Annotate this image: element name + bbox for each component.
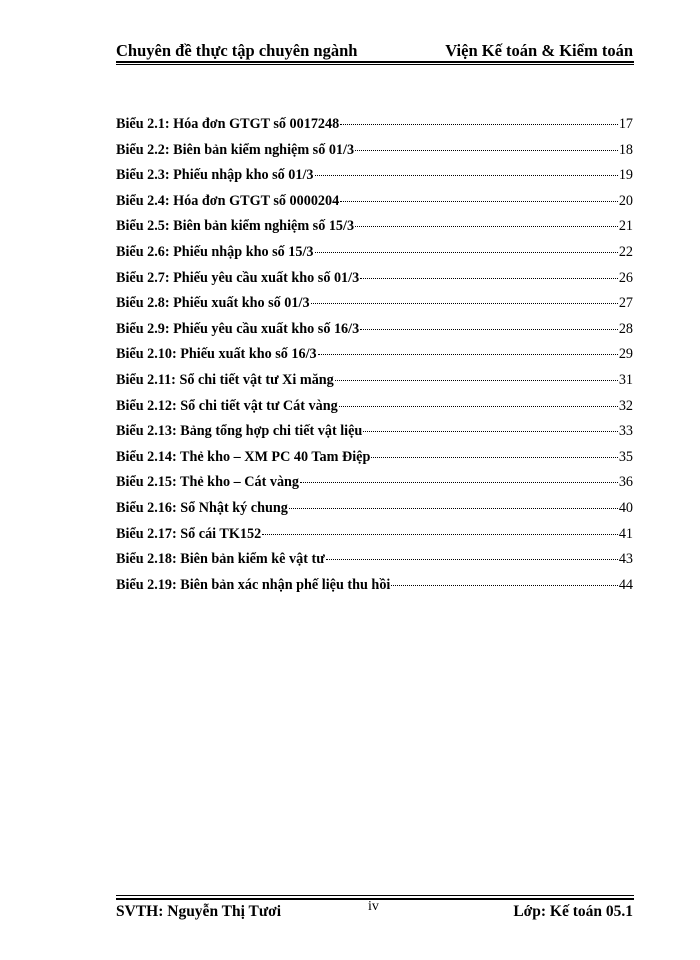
toc-dot-leader xyxy=(300,482,618,483)
toc-entry-label: Biểu 2.4: Hóa đơn GTGT số 0000204 xyxy=(116,192,340,209)
toc-dot-leader xyxy=(315,252,618,253)
toc-entry-label: Biểu 2.5: Biên bản kiểm nghiệm số 15/3 xyxy=(116,218,355,235)
footer-page-number: iv xyxy=(368,899,379,914)
toc-entry-page: 20 xyxy=(618,192,633,209)
toc-entry-label: Biểu 2.18: Biên bản kiểm kê vật tư xyxy=(116,551,325,568)
toc-entry[interactable] xyxy=(116,142,633,168)
toc-entry[interactable] xyxy=(116,270,633,296)
toc-entry-label: Biểu 2.11: Sổ chi tiết vật tư Xi măng xyxy=(116,371,334,388)
toc-entry[interactable] xyxy=(116,193,633,219)
page-header xyxy=(116,41,633,61)
toc-entry-page: 27 xyxy=(618,295,633,312)
header-rule-thick xyxy=(116,61,634,63)
toc-entry-page: 17 xyxy=(618,116,633,132)
toc-entry[interactable] xyxy=(116,474,633,500)
toc-entry[interactable] xyxy=(116,321,633,347)
toc-entry-label: Biểu 2.6: Phiếu nhập kho số 15/3 xyxy=(116,243,314,260)
toc-entry[interactable] xyxy=(116,218,633,244)
toc-entry-page: 32 xyxy=(618,397,633,414)
toc-entry[interactable] xyxy=(116,449,633,475)
table-of-figures xyxy=(116,116,633,602)
toc-entry[interactable] xyxy=(116,167,633,193)
toc-entry-page: 43 xyxy=(618,551,633,568)
page-footer xyxy=(116,899,633,925)
toc-entry-page: 26 xyxy=(618,269,633,286)
toc-dot-leader xyxy=(339,406,618,407)
toc-dot-leader xyxy=(326,559,618,560)
footer-student: SVTH: Nguyễn Thị Tươi xyxy=(116,903,282,920)
toc-dot-leader xyxy=(340,201,618,202)
toc-dot-leader xyxy=(340,124,618,125)
toc-entry-page: 40 xyxy=(618,499,633,516)
toc-entry-label: Biểu 2.10: Phiếu xuất kho số 16/3 xyxy=(116,346,317,363)
header-rule-thin xyxy=(116,64,634,65)
toc-entry-page: 44 xyxy=(618,576,633,593)
toc-entry-page: 36 xyxy=(618,474,633,491)
toc-entry[interactable] xyxy=(116,372,633,398)
toc-dot-leader xyxy=(371,457,617,458)
toc-entry[interactable] xyxy=(116,500,633,526)
toc-entry-label: Biểu 2.14: Thẻ kho – XM PC 40 Tam Điệp xyxy=(116,448,371,465)
toc-entry-label: Biểu 2.7: Phiếu yêu cầu xuất kho số 01/3 xyxy=(116,269,360,286)
toc-entry[interactable] xyxy=(116,244,633,270)
toc-entry-label: Biểu 2.9: Phiếu yêu cầu xuất kho số 16/3 xyxy=(116,320,360,337)
toc-entry-page: 22 xyxy=(618,243,633,260)
toc-entry-label: Biểu 2.17: Sổ cái TK152 xyxy=(116,525,262,542)
toc-entry[interactable] xyxy=(116,295,633,321)
toc-entry-page: 19 xyxy=(618,167,633,184)
toc-entry-page: 41 xyxy=(618,525,633,542)
toc-entry-label: Biểu 2.12: Sổ chi tiết vật tư Cát vàng xyxy=(116,397,338,414)
toc-entry[interactable] xyxy=(116,116,633,142)
toc-dot-leader xyxy=(289,508,618,509)
toc-entry[interactable] xyxy=(116,346,633,372)
toc-entry-page: 18 xyxy=(618,141,633,158)
toc-dot-leader xyxy=(262,534,618,535)
toc-entry-page: 28 xyxy=(618,320,633,337)
toc-dot-leader xyxy=(335,380,618,381)
footer-rule-thin xyxy=(116,895,634,896)
toc-entry-label: Biểu 2.19: Biên bản xác nhận phế liệu thu hồi xyxy=(116,576,391,593)
toc-entry-label: Biểu 2.3: Phiếu nhập kho số 01/3 xyxy=(116,167,314,184)
toc-dot-leader xyxy=(315,175,618,176)
toc-entry-label: Biểu 2.15: Thẻ kho – Cát vàng xyxy=(116,474,300,491)
toc-entry-page: 33 xyxy=(618,423,633,440)
toc-entry-label: Biểu 2.13: Bảng tổng hợp chi tiết vật liệu xyxy=(116,423,363,440)
toc-dot-leader xyxy=(391,585,617,586)
toc-dot-leader xyxy=(318,354,618,355)
toc-entry[interactable] xyxy=(116,526,633,552)
toc-entry-label: Biểu 2.16: Sổ Nhật ký chung xyxy=(116,499,288,516)
toc-entry-page: 29 xyxy=(618,346,633,363)
toc-dot-leader xyxy=(355,226,618,227)
toc-entry-page: 35 xyxy=(618,448,633,465)
toc-dot-leader xyxy=(311,303,618,304)
toc-entry-label: Biểu 2.1: Hóa đơn GTGT số 0017248 xyxy=(116,116,340,132)
toc-entry-page: 31 xyxy=(618,371,633,388)
toc-entry-label: Biểu 2.8: Phiếu xuất kho số 01/3 xyxy=(116,295,310,312)
header-left-title: Chuyên đề thực tập chuyên ngành xyxy=(116,41,358,60)
toc-dot-leader xyxy=(355,150,618,151)
toc-dot-leader xyxy=(360,278,618,279)
toc-entry[interactable] xyxy=(116,551,633,577)
toc-entry[interactable] xyxy=(116,398,633,424)
toc-entry[interactable] xyxy=(116,577,633,603)
toc-dot-leader xyxy=(363,431,618,432)
toc-entry-label: Biểu 2.2: Biên bản kiểm nghiệm số 01/3 xyxy=(116,141,355,158)
toc-entry[interactable] xyxy=(116,423,633,449)
toc-dot-leader xyxy=(360,329,618,330)
header-right-title: Viện Kế toán & Kiểm toán xyxy=(445,41,633,60)
footer-class: Lớp: Kế toán 05.1 xyxy=(513,903,633,920)
toc-entry-page: 21 xyxy=(618,218,633,235)
